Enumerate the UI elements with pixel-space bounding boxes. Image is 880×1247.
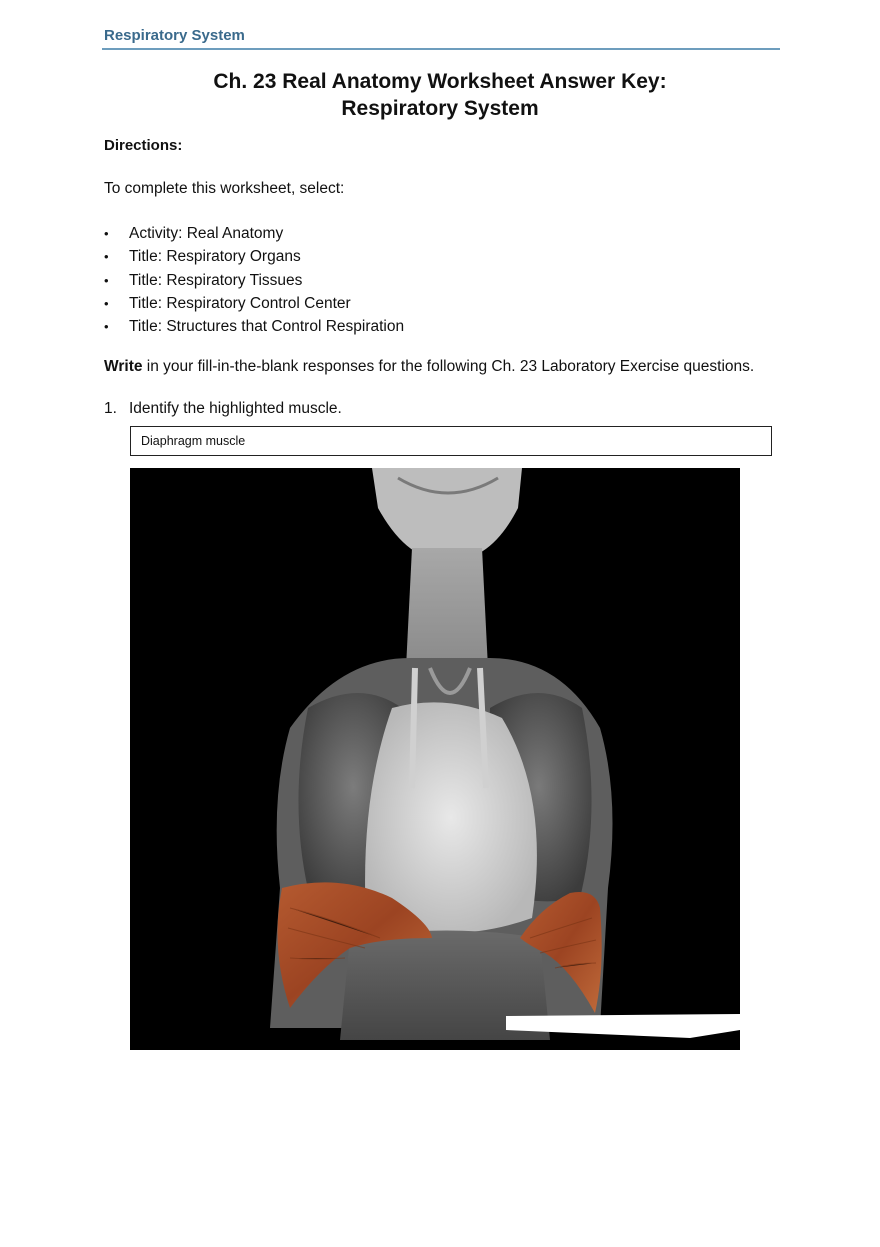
anatomy-photo — [130, 468, 740, 1050]
question-prompt: Identify the highlighted muscle. — [129, 400, 342, 417]
intro-text: To complete this worksheet, select: — [104, 180, 345, 197]
directions-label: Directions: — [104, 137, 183, 154]
activity-list — [104, 222, 404, 338]
page-title-line-1: Ch. 23 Real Anatomy Worksheet Answer Key: — [213, 70, 667, 93]
list-item: • Title: Respiratory Control Center — [104, 292, 404, 315]
bullet-icon: • — [104, 319, 109, 335]
list-item: • Title: Respiratory Organs — [104, 245, 404, 268]
bullet-icon: • — [104, 272, 109, 288]
list-item: • Title: Respiratory Tissues — [104, 269, 404, 292]
question-1 — [104, 400, 342, 418]
bullet-icon: • — [104, 226, 109, 241]
bullet-icon: • — [104, 295, 109, 311]
question-number: 1. — [104, 400, 117, 417]
write-instruction: Write in your fill-in-the-blank responses for the following Ch. 23 Laboratory Exercise questions. — [104, 358, 755, 375]
list-item: • Activity: Real Anatomy — [104, 222, 404, 245]
running-header: Respiratory System — [104, 27, 245, 44]
head-shape — [372, 468, 522, 560]
answer-field[interactable]: Diaphragm muscle — [130, 426, 772, 456]
bullet-icon: • — [104, 249, 109, 265]
neck-shape — [406, 548, 488, 668]
torso-illustration — [130, 468, 740, 1050]
list-item: • Title: Structures that Control Respiration — [104, 315, 404, 338]
page-title-line-2: Respiratory System — [341, 97, 539, 120]
header-rule — [102, 48, 780, 50]
